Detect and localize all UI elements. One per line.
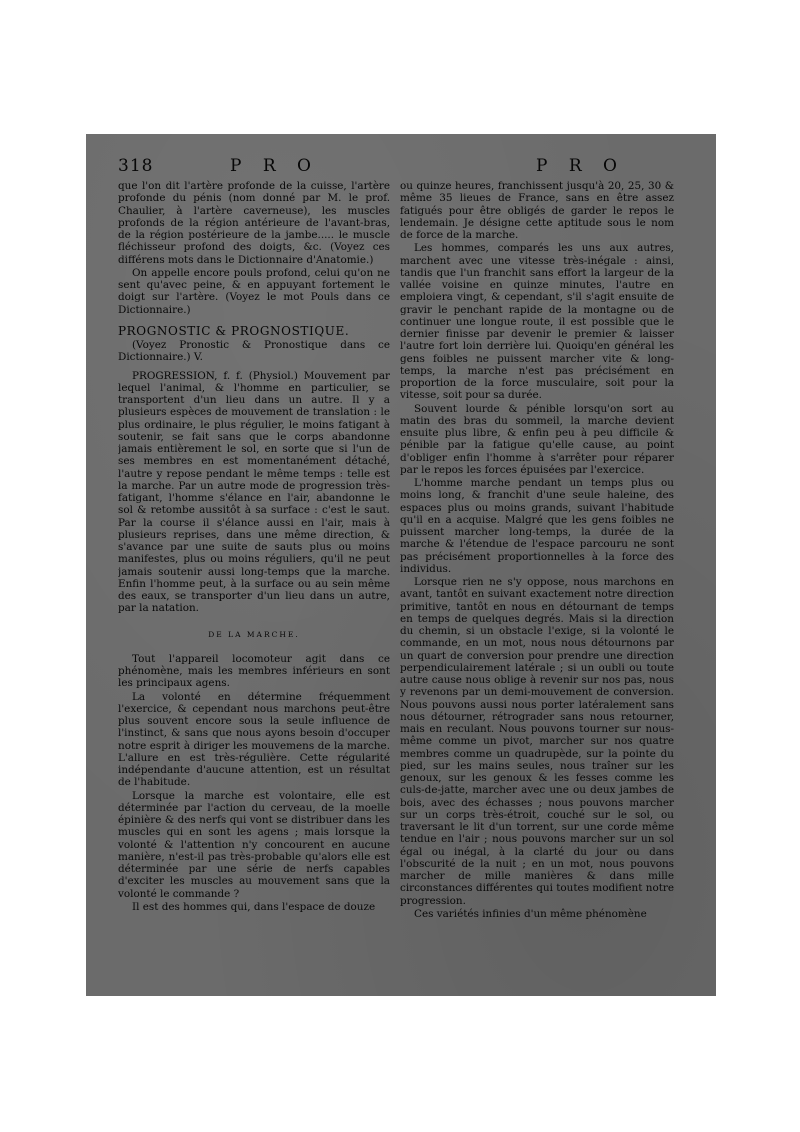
cross-reference: (Voyez Pronostic & Pronostique dans ce Dictionnaire.) V. bbox=[118, 339, 390, 364]
paragraph: que l'on dit l'artère profonde de la cuisse, l'artère profonde du pénis (nom donné par M. le prof. Chaulier, à l'artère caverneuse), les muscles profonds de la région antérieure de l'avant-bras, de la région postérieure de la jambe..... le muscle fléchisseur profond des doigts, &c. (Voyez ces différens mots dans le Dictionnaire d'Anatomie.) bbox=[118, 180, 390, 266]
running-title-right: P R O bbox=[536, 156, 625, 176]
paragraph: La volonté en détermine fréquemment l'exercice, & cependant nous marchons peut-être plus souvent encore sous la seule influence de l'instinct, & sans que nous ayons besoin d'occuper notre esprit à diriger les mouvemens de la marche. L'allure en est très-régulière. Cette régularité indépendante d'aucune attention, est un résultat de l'habitude. bbox=[118, 690, 390, 789]
paragraph: Souvent lourde & pénible lorsqu'on sort au matin des bras du sommeil, la marche devient ensuite plus libre, & enfin peu à peu difficile & pénible par la fatigue qu'elle cause, au point d'obliger enfin l'homme à s'arrêter pour réparer par le repos les forces épuisées par l'exercice. bbox=[400, 402, 674, 476]
right-column bbox=[400, 180, 674, 980]
left-column bbox=[118, 180, 390, 980]
paragraph: Ces variétés infinies d'un même phénomène bbox=[414, 907, 647, 920]
paragraph: L'homme marche pendant un temps plus ou moins long, & franchit d'une seule haleine, des espaces plus ou moins grands, suivant l'habitude qu'il en a acquise. Malgré que les gens foibles ne puissent marcher long-temps, la durée de la marche & l'étendue de l'espace parcouru ne sont pas précisément proportionnelles à la force des individus. bbox=[400, 477, 674, 575]
paragraph: ou quinze heures, franchissent jusqu'à 20, 25, 30 & même 35 lieues de France, sans en être assez fatigués pour être obligés de garder le repos le lendemain. Je désigne cette aptitude sous le nom de force de la marche. bbox=[400, 180, 674, 241]
paragraph: On appelle encore pouls profond, celui qu'on ne sent qu'avec peine, & en appuyant fortement le doigt sur l'artère. (Voyez le mot Pouls dans ce Dictionnaire.) bbox=[118, 266, 390, 316]
paragraph: Les hommes, comparés les uns aux autres, marchent avec une vitesse très-inégale : ainsi, tandis que l'un franchit sans effort la largeur de la vallée voisine en quinze minutes, l'autre en emploiera vingt, & cependant, s'il s'agit ensuite de gravir le penchant rapide de la montagne ou de continuer une longue route, il est possible que le dernier finisse par devenir le premier & laisser l'autre fort loin derrière lui. Quoiqu'en général les gens foibles ne puissent marcher vite & long-temps, la marche n'est pas précisément en proportion de la force musculaire, soit pour la vitesse, soit pour sa durée. bbox=[400, 242, 674, 402]
section-heading: DE LA MARCHE. bbox=[208, 629, 300, 639]
paragraph: Il est des hommes qui, dans l'espace de douze bbox=[132, 900, 376, 913]
entry-heading: PROGNOSTIC & PROGNOSTIQUE. bbox=[118, 323, 350, 338]
running-title-left: P R O bbox=[230, 156, 319, 176]
running-head bbox=[118, 156, 680, 182]
paragraph: PROGRESSION, f. f. (Physiol.) Mouvement par lequel l'animal, & l'homme en particulier, se transportent d'un lieu dans un autre. Il y a plusieurs espèces de mouvement de translation : le plus ordinaire, le plus régulier, le moins fatigant à soutenir, se fait sans que le corps abandonne jamais entièrement le sol, en sorte que si l'un de ses membres en est momentanément détaché, l'autre y repose pendant le même temps : telle est la marche. Par un autre mode de progression très-fatigant, l'homme s'élance en l'air, abandonne le sol & retombe aussitôt à sa surface : c'est le saut. Par la course il s'élance aussi en l'air, mais à plusieurs reprises, dans une même direction, & s'avance par une suite de sauts plus ou moins manifestes, plus ou moins réguliers, qu'il ne peut jamais soutenir aussi long-temps que la marche. Enfin l'homme peut, à la surface ou au sein même des eaux, se transporter d'un lieu dans un autre, par la natation. bbox=[118, 369, 390, 615]
page-number: 318 bbox=[118, 156, 154, 176]
paragraph: Lorsque rien ne s'y oppose, nous marchons en avant, tantôt en suivant exactement notre direction primitive, tantôt en nous en détournant de temps en temps de quelques degrés. Mais si la direction du chemin, si un obstacle l'exige, si la volonté le commande, en un mot, nous nous détournons par un quart de conversion pour prendre une direction perpendiculairement latérale ; si un oubli ou toute autre cause nous oblige à revenir sur nos pas, nous y revenons par un demi-mouvement de conversion. Nous pouvons aussi nous porter latéralement sans nous détourner, rétrograder sans nous retourner, mais en reculant. Nous pouvons tourner sur nous-même comme un pivot, marcher sur nos quatre membres comme un quadrupède, sur la pointe du pied, sur les mains seules, nous traîner sur les genoux, sur les genoux & les fesses comme les culs-de-jatte, marcher avec une ou deux jambes de bois, avec des échasses ; nous pouvons marcher sur un corps très-étroit, couché sur le sol, ou traversant le lit d'un torrent, sur une corde même tendue en l'air ; nous pouvons marcher sur un sol égal ou inégal, à la clarté du jour ou dans l'obscurité de la nuit ; en un mot, nous pouvons marcher de mille manières & dans mille circonstances différentes qui toutes modifient notre progression. bbox=[400, 576, 674, 907]
scanned-page bbox=[86, 134, 716, 996]
paragraph: Tout l'appareil locomoteur agit dans ce phénomène, mais les membres inférieurs en sont les principaux agens. bbox=[118, 652, 390, 690]
paragraph: Lorsque la marche est volontaire, elle est déterminée par l'action du cerveau, de la moelle épinière & des nerfs qui vont se distribuer dans les muscles qui en sont les agens ; mais lorsque la volonté & l'attention n'y concourent en aucune manière, n'est-il pas très-probable qu'alors elle est déterminée par une série de nerfs capables d'exciter les muscles au mouvement sans que la volonté le commande ? bbox=[118, 789, 390, 900]
